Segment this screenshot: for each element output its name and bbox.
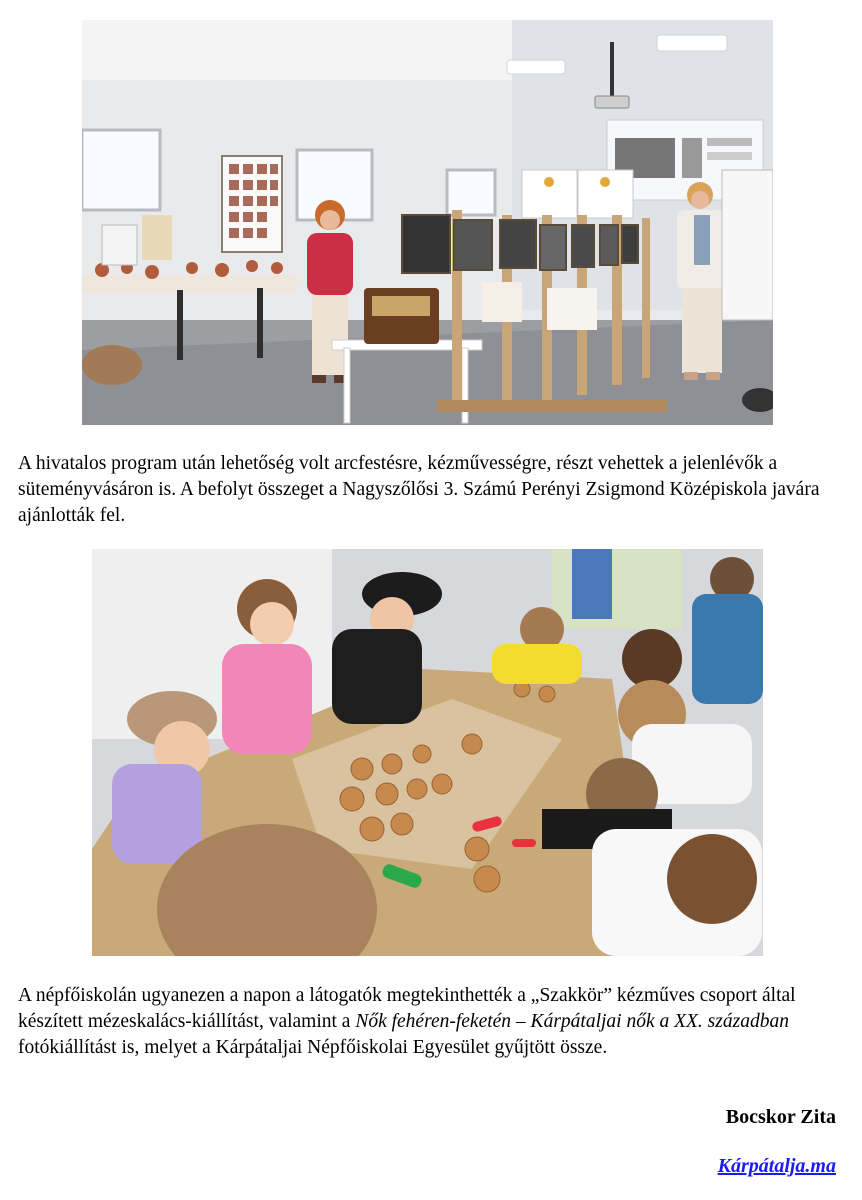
exhibition-room-photo xyxy=(82,20,773,425)
paragraph-exhibition-text-2: fotókiállítást is, melyet a Kárpátaljai Népfőiskolai Egyesület gyűjtött össze. xyxy=(18,1037,608,1058)
paragraph-exhibition xyxy=(18,983,844,1061)
author-name: Bocskor Zita xyxy=(725,1106,836,1128)
paragraph-program: A hivatalos program után lehetőség volt arcfestésre, kézművességre, részt vehettek a jelenlévők a süteményvásáron is. A befolyt összeget a Nagyszőlősi 3. Számú Perényi Zsigmond Középiskola javára ajánlották fel. xyxy=(18,453,820,526)
source-link[interactable]: Kárpátalja.ma xyxy=(717,1155,836,1177)
exhibition-title: Nők fehéren-feketén – Kárpátaljai nők a XX. században xyxy=(355,1011,789,1032)
gingerbread-decorating-photo xyxy=(92,549,763,956)
paragraph-exhibition-text-1: A népfőiskolán ugyanezen a napon a látogatók megtekinthették a „Szakkör” kézműves csoport által készített mézeskalács-kiállítást, valamint a xyxy=(18,985,796,1032)
